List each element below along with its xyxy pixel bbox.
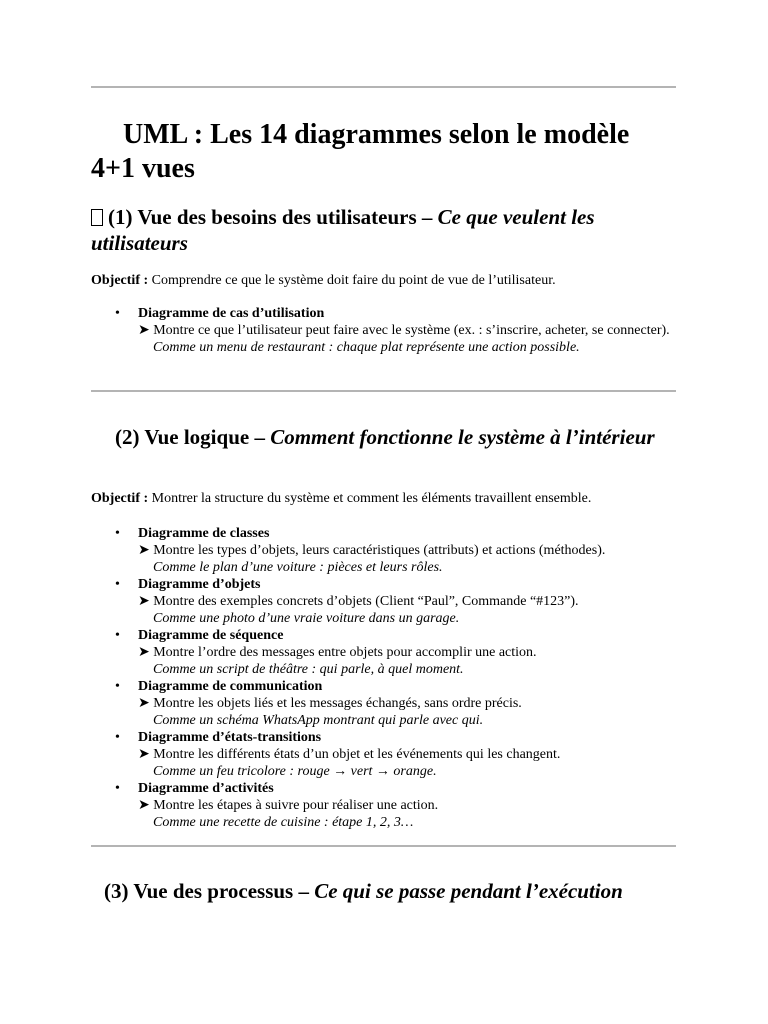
diagram-description: ➤ Montre les étapes à suivre pour réaliser une action. xyxy=(138,798,439,813)
section-2-objective xyxy=(91,490,676,507)
bullet-icon: • xyxy=(115,306,120,321)
diagram-title: Diagramme de classes xyxy=(138,526,270,541)
section-1-objective xyxy=(91,272,676,289)
diagram-example: Comme un feu tricolore : rouge → vert → orange. xyxy=(153,764,437,779)
bullet-icon: • xyxy=(115,628,120,643)
section-2-heading-main: (2) Vue logique – xyxy=(115,425,271,449)
diagram-example: Comme un schéma WhatsApp montrant qui parle avec qui. xyxy=(153,713,484,728)
diagram-example: Comme un script de théâtre : qui parle, à quel moment. xyxy=(153,662,464,677)
list-item xyxy=(91,525,676,576)
diagram-example: Comme une photo d’une vraie voiture dans un garage. xyxy=(153,611,460,626)
section-2-heading xyxy=(91,424,671,450)
diagram-description: ➤ Montre l’ordre des messages entre objets pour accomplir une action. xyxy=(138,645,537,660)
diagram-example: Comme une recette de cuisine : étape 1, 2, 3… xyxy=(153,815,414,830)
objective-text: Montrer la structure du système et comment les éléments travaillent ensemble. xyxy=(148,491,592,506)
missing-glyph-icon xyxy=(91,209,103,226)
diagram-description: ➤ Montre les différents états d’un objet et les événements qui les changent. xyxy=(138,747,561,762)
list-item xyxy=(91,729,676,780)
section-3-heading-emphasis: Ce qui se passe pendant l’exécution xyxy=(314,879,623,903)
section-3-heading xyxy=(80,878,660,904)
objective-label: Objectif : xyxy=(91,273,149,288)
diagram-description: ➤ Montre les types d’objets, leurs caractéristiques (attributs) et actions (méthodes). xyxy=(138,543,606,558)
diagram-title: Diagramme de cas d’utilisation xyxy=(138,306,325,321)
section-1-heading-main: (1) Vue des besoins des utilisateurs – xyxy=(108,205,438,229)
diagram-title: Diagramme d’objets xyxy=(138,577,261,592)
horizontal-rule xyxy=(91,390,676,392)
bullet-icon: • xyxy=(115,781,120,796)
objective-label: Objectif : xyxy=(91,491,149,506)
diagram-description: ➤ Montre les objets liés et les messages échangés, sans ordre précis. xyxy=(138,696,522,711)
diagram-title: Diagramme de communication xyxy=(138,679,323,694)
bullet-icon: • xyxy=(115,526,120,541)
list-item xyxy=(91,576,676,627)
section-2-diagram-list xyxy=(91,525,676,831)
section-3-heading-main: (3) Vue des processus – xyxy=(104,879,315,903)
diagram-description: ➤ Montre des exemples concrets d’objets (Client “Paul”, Commande “#123”). xyxy=(138,594,579,609)
list-item xyxy=(91,678,676,729)
diagram-title: Diagramme d’états-transitions xyxy=(138,730,322,745)
bullet-icon: • xyxy=(115,577,120,592)
list-item xyxy=(91,627,676,678)
bullet-icon: • xyxy=(115,679,120,694)
horizontal-rule xyxy=(91,86,676,88)
section-2-heading-emphasis: Comment fonctionne le système à l’intérieur xyxy=(270,425,655,449)
diagram-title: Diagramme de séquence xyxy=(138,628,284,643)
list-item xyxy=(91,780,676,831)
diagram-description: ➤ Montre ce que l’utilisateur peut faire avec le système (ex. : s’inscrire, acheter, se connecter). xyxy=(138,323,670,338)
objective-text: Comprendre ce que le système doit faire du point de vue de l’utilisateur. xyxy=(148,273,556,288)
bullet-icon: • xyxy=(115,730,120,745)
horizontal-rule xyxy=(91,845,676,847)
section-1-diagram-list xyxy=(91,305,676,356)
diagram-example: Comme le plan d’une voiture : pièces et leurs rôles. xyxy=(153,560,443,575)
diagram-title: Diagramme d’activités xyxy=(138,781,274,796)
section-1-heading-emphasis: Ce que veulent les utilisateurs xyxy=(91,205,595,255)
section-1-heading xyxy=(91,204,671,256)
document-title: UML : Les 14 diagrammes selon le modèle 4+1 vues xyxy=(91,119,630,184)
diagram-example: Comme un menu de restaurant : chaque plat représente une action possible. xyxy=(153,340,580,355)
list-item xyxy=(91,305,676,356)
